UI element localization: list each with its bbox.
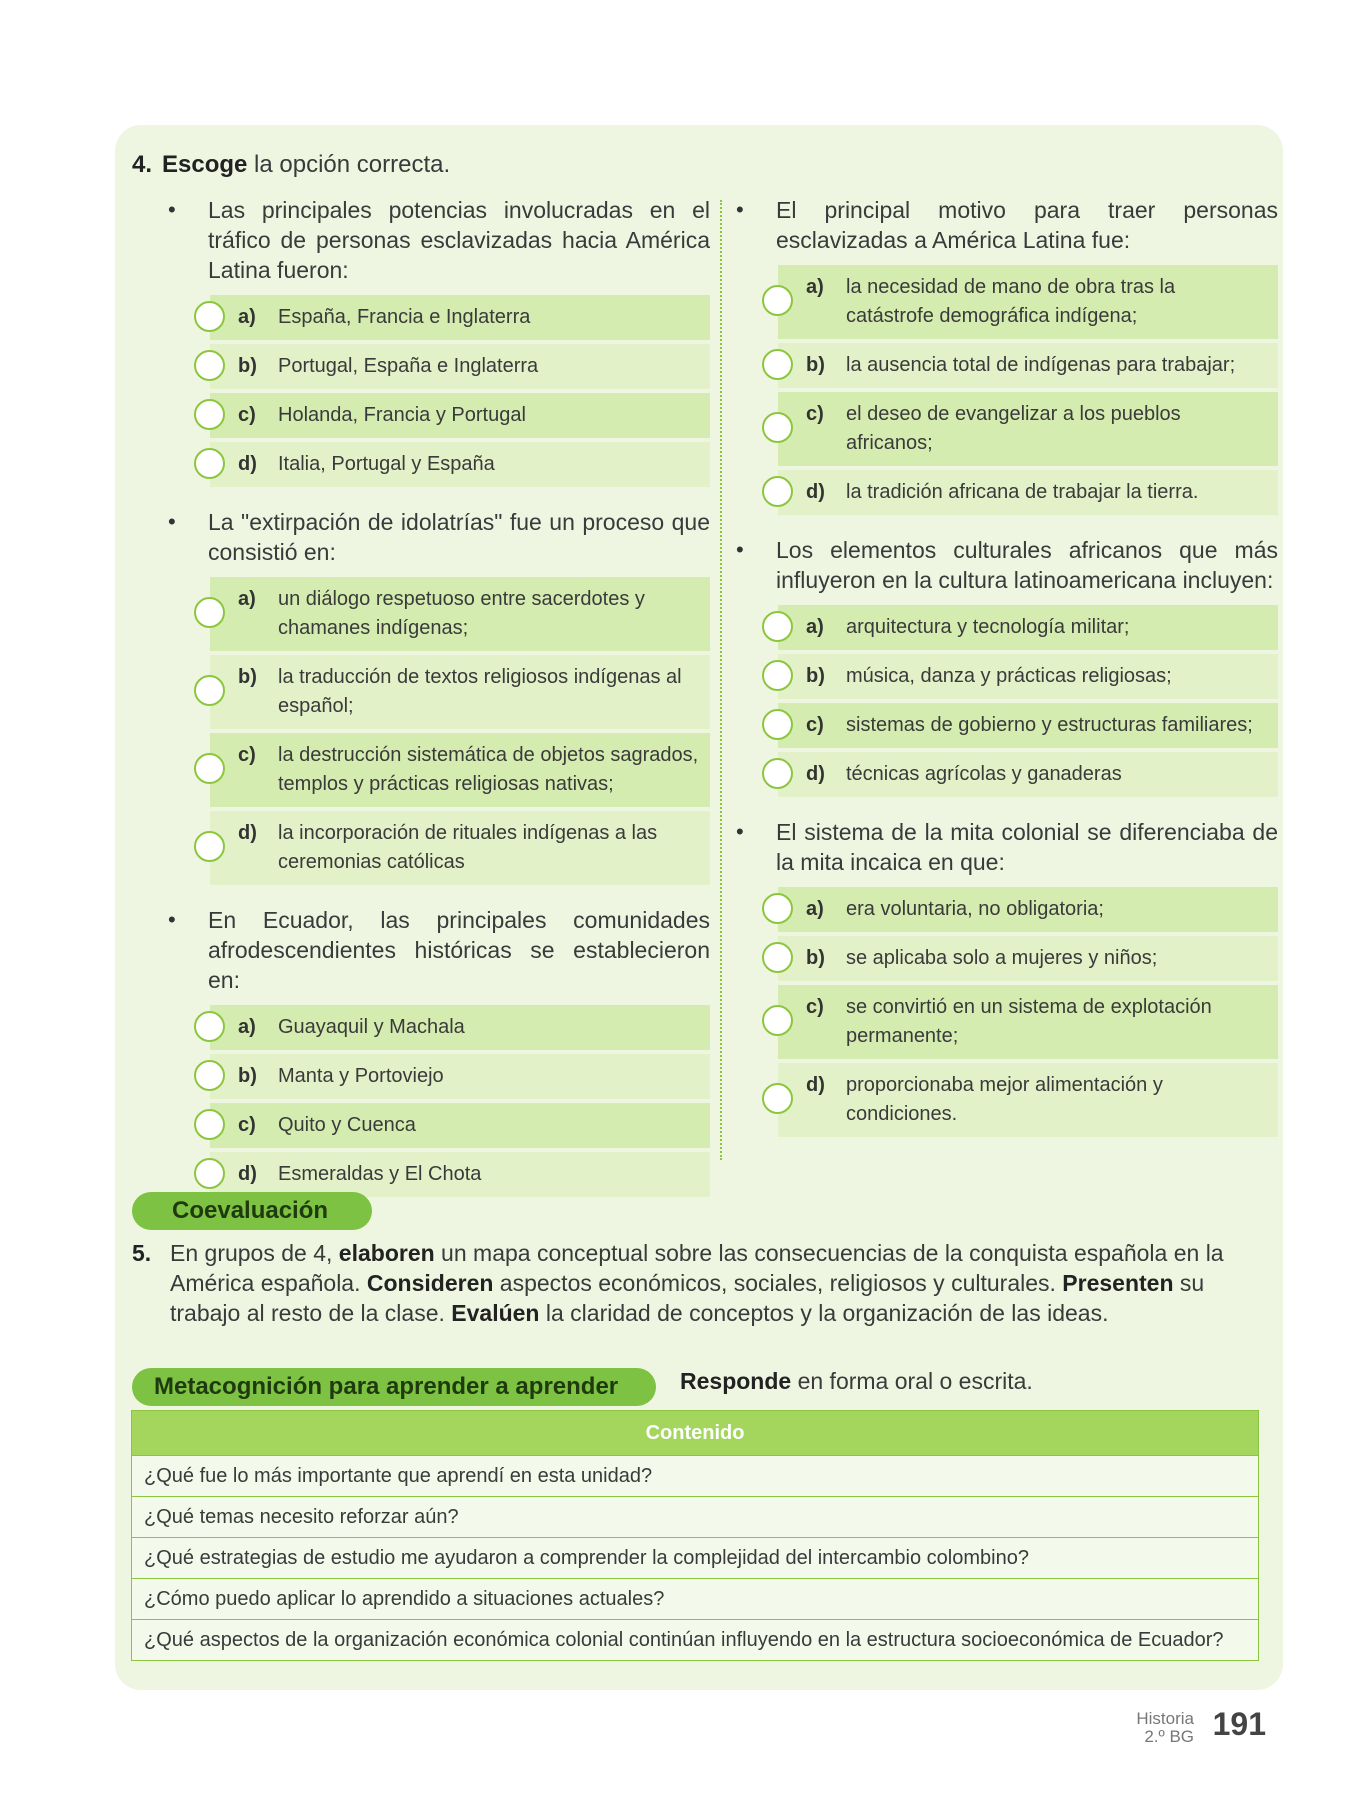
option-text: arquitectura y tecnología militar;: [846, 616, 1130, 638]
option-text: se convirtió en un sistema de explotación permanente;: [846, 996, 1212, 1047]
option-b[interactable]: [210, 344, 710, 389]
radio-circle-icon[interactable]: [762, 709, 793, 740]
page-number: 191: [1212, 1706, 1266, 1742]
question-4-title: [132, 151, 450, 179]
metacognicion-label: Metacognición para aprender a aprender: [132, 1368, 656, 1406]
option-letter: a): [806, 616, 824, 638]
option-letter: d): [806, 481, 825, 503]
option-letter: a): [238, 588, 256, 610]
option-letter: c): [238, 1114, 256, 1136]
option-letter: b): [806, 665, 825, 687]
table-header: Contenido: [132, 1411, 1259, 1456]
radio-circle-icon[interactable]: [194, 675, 225, 706]
bold-verb: Evalúen: [451, 1300, 540, 1326]
radio-circle-icon[interactable]: [194, 597, 225, 628]
options-list: [733, 605, 1278, 797]
option-letter: c): [806, 714, 824, 736]
option-b[interactable]: [778, 343, 1278, 388]
radio-circle-icon[interactable]: [194, 831, 225, 862]
option-b[interactable]: [210, 655, 710, 729]
bold-verb: Presenten: [1062, 1270, 1174, 1296]
option-text: la ausencia total de indígenas para trabajar;: [846, 354, 1236, 376]
option-letter: b): [806, 947, 825, 969]
left-column: [165, 195, 710, 1217]
option-letter: c): [238, 744, 256, 766]
table-cell: ¿Qué estrategias de estudio me ayudaron a comprender la complejidad del intercambio colombino?: [132, 1538, 1259, 1579]
table-cell: ¿Qué aspectos de la organización económica colonial continúan influyendo en la estructura socioeconómica de Ecuador?: [132, 1620, 1259, 1661]
radio-circle-icon[interactable]: [762, 893, 793, 924]
option-letter: b): [806, 354, 825, 376]
instruction-text: en forma oral o escrita.: [791, 1368, 1033, 1394]
text-segment: un mapa conceptual sobre las consecuencias de la conquista española en la América española.: [170, 1240, 1224, 1296]
option-d[interactable]: [210, 1152, 710, 1197]
text-segment: la claridad de conceptos y la organización de las ideas.: [539, 1300, 1109, 1326]
radio-circle-icon[interactable]: [194, 1158, 225, 1189]
option-text: Portugal, España e Inglaterra: [278, 355, 539, 377]
grade-label: 2.º BG: [1144, 1727, 1194, 1746]
column-divider: [720, 200, 722, 1160]
radio-circle-icon[interactable]: [762, 1083, 793, 1114]
option-text: la traducción de textos religiosos indígenas al español;: [278, 666, 682, 717]
table-row: [132, 1456, 1259, 1497]
option-text: sistemas de gobierno y estructuras familiares;: [846, 714, 1253, 736]
radio-circle-icon[interactable]: [762, 349, 793, 380]
option-text: la destrucción sistemática de objetos sagrados, templos y prácticas religiosas nativas;: [278, 744, 699, 795]
options-list: [733, 887, 1278, 1137]
instruction-text: la opción correcta.: [247, 151, 451, 178]
question-text: • Los elementos culturales africanos que más influyeron en la cultura latinoamericana incluyen:: [733, 535, 1278, 595]
radio-circle-icon[interactable]: [194, 1109, 225, 1140]
option-a[interactable]: [778, 605, 1278, 650]
option-letter: d): [238, 822, 257, 844]
question-text: • Las principales potencias involucradas en el tráfico de personas esclavizadas hacia América Latina fueron:: [165, 195, 710, 285]
option-d[interactable]: [210, 442, 710, 487]
option-text: se aplicaba solo a mujeres y niños;: [846, 947, 1158, 969]
option-letter: b): [238, 1065, 257, 1087]
option-letter: a): [238, 306, 256, 328]
radio-circle-icon[interactable]: [194, 399, 225, 430]
option-b[interactable]: [778, 936, 1278, 981]
table-row: [132, 1497, 1259, 1538]
option-text: España, Francia e Inglaterra: [278, 306, 531, 328]
option-letter: d): [238, 1163, 257, 1185]
radio-circle-icon[interactable]: [762, 476, 793, 507]
option-letter: d): [806, 763, 825, 785]
question-item: [733, 535, 1278, 797]
footer-subject: [1136, 1710, 1194, 1746]
option-text: proporcionaba mejor alimentación y condiciones.: [846, 1074, 1163, 1125]
option-letter: c): [806, 403, 824, 425]
options-list: [165, 295, 710, 487]
option-text: era voluntaria, no obligatoria;: [846, 898, 1104, 920]
right-column: [733, 195, 1278, 1157]
question-text: • La "extirpación de idolatrías" fue un proceso que consistió en:: [165, 507, 710, 567]
option-text: Manta y Portoviejo: [278, 1065, 444, 1087]
option-text: Guayaquil y Machala: [278, 1016, 465, 1038]
text-segment: aspectos económicos, sociales, religiosos y culturales.: [493, 1270, 1063, 1296]
text-segment: En grupos de 4,: [170, 1240, 339, 1266]
table-row: [132, 1538, 1259, 1579]
metacognicion-instruction: [680, 1368, 1033, 1395]
options-list: [733, 265, 1278, 515]
question-item: [733, 817, 1278, 1137]
bold-verb: Consideren: [366, 1270, 494, 1296]
option-text: Italia, Portugal y España: [278, 453, 495, 475]
option-letter: a): [238, 1016, 256, 1038]
options-list: [165, 577, 710, 885]
radio-circle-icon[interactable]: [194, 1060, 225, 1091]
option-c[interactable]: [210, 733, 710, 807]
text-segment: su trabajo al resto de la clase.: [170, 1270, 1205, 1326]
radio-circle-icon[interactable]: [762, 1005, 793, 1036]
question-item: [165, 507, 710, 885]
options-list: [165, 1005, 710, 1197]
table-row: [132, 1620, 1259, 1661]
radio-circle-icon[interactable]: [762, 285, 793, 316]
option-text: un diálogo respetuoso entre sacerdotes y chamanes indígenas;: [278, 588, 645, 639]
option-letter: d): [238, 453, 257, 475]
instruction-verb: Escoge: [162, 151, 248, 178]
question-text: • En Ecuador, las principales comunidades afrodescendientes históricas se establecieron en:: [165, 905, 710, 995]
reflection-table: [131, 1410, 1259, 1661]
option-c[interactable]: [778, 985, 1278, 1059]
option-letter: c): [238, 404, 256, 426]
option-a[interactable]: [210, 295, 710, 340]
table-cell: ¿Qué temas necesito reforzar aún?: [132, 1497, 1259, 1538]
radio-circle-icon[interactable]: [194, 1011, 225, 1042]
option-a[interactable]: [210, 577, 710, 651]
option-c[interactable]: [778, 703, 1278, 748]
option-text: Holanda, Francia y Portugal: [278, 404, 526, 426]
question-5: [132, 1238, 1267, 1328]
radio-circle-icon[interactable]: [194, 753, 225, 784]
option-b[interactable]: [210, 1054, 710, 1099]
option-d[interactable]: [778, 752, 1278, 797]
option-letter: b): [238, 666, 257, 688]
option-text: la incorporación de rituales indígenas a las ceremonias católicas: [278, 822, 658, 873]
option-letter: a): [806, 276, 824, 298]
radio-circle-icon[interactable]: [762, 758, 793, 789]
radio-circle-icon[interactable]: [762, 660, 793, 691]
radio-circle-icon[interactable]: [194, 301, 225, 332]
question-text: • El principal motivo para traer personas esclavizadas a América Latina fue:: [733, 195, 1278, 255]
option-text: técnicas agrícolas y ganaderas: [846, 763, 1122, 785]
radio-circle-icon[interactable]: [194, 350, 225, 381]
table-cell: ¿Cómo puedo aplicar lo aprendido a situaciones actuales?: [132, 1579, 1259, 1620]
radio-circle-icon[interactable]: [762, 611, 793, 642]
option-a[interactable]: [778, 887, 1278, 932]
question-item: [165, 905, 710, 1197]
radio-circle-icon[interactable]: [762, 412, 793, 443]
option-letter: b): [238, 355, 257, 377]
option-b[interactable]: [778, 654, 1278, 699]
option-a[interactable]: [210, 1005, 710, 1050]
question-text: • El sistema de la mita colonial se diferenciaba de la mita incaica en que:: [733, 817, 1278, 877]
option-text: la tradición africana de trabajar la tierra.: [846, 481, 1199, 503]
option-c[interactable]: [778, 392, 1278, 466]
option-text: el deseo de evangelizar a los pueblos africanos;: [846, 403, 1181, 454]
radio-circle-icon[interactable]: [762, 942, 793, 973]
option-letter: a): [806, 898, 824, 920]
coevaluacion-label: Coevaluación: [132, 1192, 372, 1230]
option-text: Esmeraldas y El Chota: [278, 1163, 482, 1185]
bold-verb: elaboren: [338, 1240, 435, 1266]
question-item: [165, 195, 710, 487]
option-d[interactable]: [778, 1063, 1278, 1137]
question-number: 5.: [132, 1240, 152, 1266]
option-c[interactable]: [210, 393, 710, 438]
option-text: música, danza y prácticas religiosas;: [846, 665, 1172, 687]
option-text: la necesidad de mano de obra tras la catástrofe demográfica indígena;: [846, 276, 1176, 327]
option-d[interactable]: [210, 811, 710, 885]
radio-circle-icon[interactable]: [194, 448, 225, 479]
subject-name: Historia: [1136, 1709, 1194, 1728]
table-row: [132, 1579, 1259, 1620]
question-number: 4.: [132, 151, 153, 178]
question-5-text: [170, 1238, 1267, 1328]
option-c[interactable]: [210, 1103, 710, 1148]
option-letter: c): [806, 996, 824, 1018]
bold-verb: Responde: [680, 1368, 792, 1394]
option-a[interactable]: [778, 265, 1278, 339]
question-item: [733, 195, 1278, 515]
option-d[interactable]: [778, 470, 1278, 515]
option-text: Quito y Cuenca: [278, 1114, 416, 1136]
table-cell: ¿Qué fue lo más importante que aprendí en esta unidad?: [132, 1456, 1259, 1497]
option-letter: d): [806, 1074, 825, 1096]
